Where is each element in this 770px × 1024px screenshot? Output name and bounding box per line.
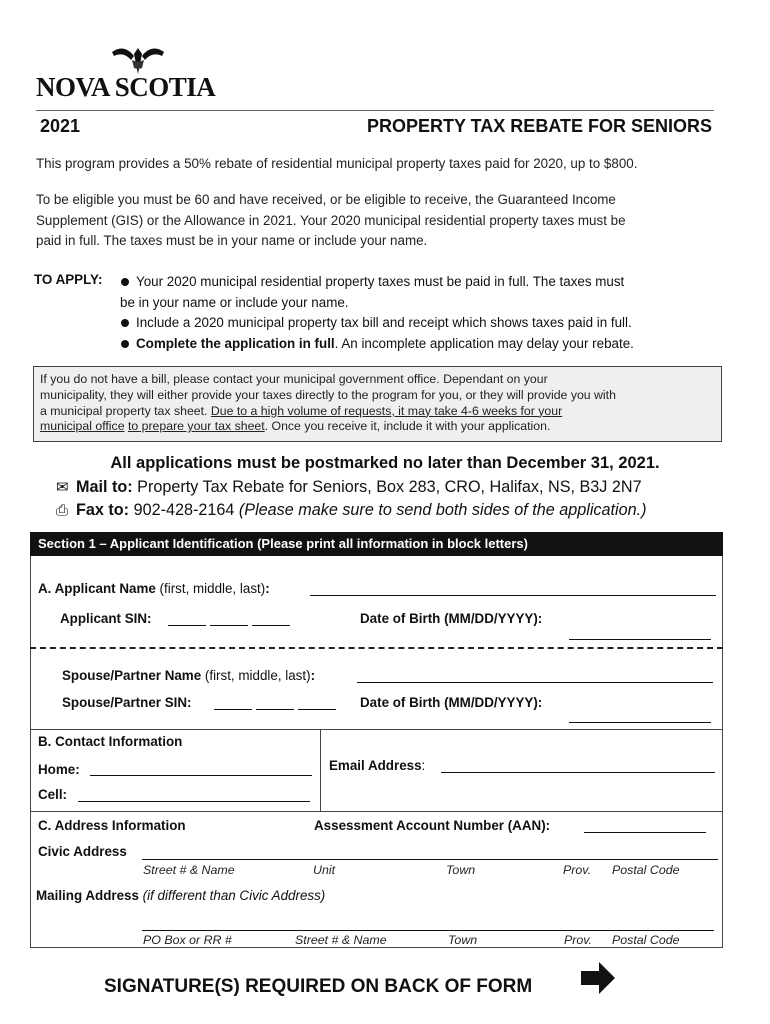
mail-to-line [56,478,642,497]
header-rule [36,110,714,111]
spouse-dob-field[interactable] [569,722,711,723]
intro-line: To be eligible you must be 60 and have received, or be eligible to receive, the Guaranteed Income [36,192,616,207]
contact-info-label: B. Contact Information [38,734,183,749]
to-apply-label: TO APPLY: [34,272,103,287]
tax-bill-note-box [33,366,722,442]
applicant-name-label [38,581,270,596]
mailing-caption-pobox: PO Box or RR # [143,933,232,947]
spouse-name-hint: (first, middle, last) [204,668,311,683]
intro-paragraph-1: This program provides a 50% rebate of residential municipal property taxes paid for 2020, up to $800. [36,156,638,171]
form-title: PROPERTY TAX REBATE FOR SENIORS [366,116,712,136]
note-line: If you do not have a bill, please contact your municipal government office. Dependant on your [40,372,548,386]
colon: : [421,758,426,773]
envelope-icon: ✉ [56,479,69,496]
home-phone-field[interactable] [90,775,312,776]
applicant-sin-label: Applicant SIN: [60,611,152,626]
mailing-address-hint: (if different than Civic Address) [142,888,326,903]
note-line: municipality, they will either provide your taxes directly to the program for you, or they will provide you with [40,387,616,402]
mail-label: Mail to: [76,478,133,496]
spouse-dob-label: Date of Birth (MM/DD/YYYY): [360,695,543,710]
mailing-caption-town: Town [448,933,478,947]
contact-column-divider [320,729,321,811]
intro-line: Supplement (GIS) or the Allowance in 2021. Your 2020 municipal residential property taxes must be [36,212,626,228]
cell-phone-label: Cell: [38,787,68,802]
signature-required-note: SIGNATURE(S) REQUIRED ON BACK OF FORM [104,976,533,997]
fax-number: 902-428-2164 [133,501,235,519]
spouse-sin-field-3[interactable] [298,709,336,710]
email-label [329,758,425,773]
civic-address-label: Civic Address [38,844,127,859]
note-underlined: municipal office [40,419,125,434]
note-underlined: Due to a high volume of requests, it may take 4-6 weeks for your [210,403,563,418]
civic-caption-town: Town [446,863,476,877]
nova-scotia-logo [36,44,232,102]
email-field[interactable] [441,772,715,773]
aan-field[interactable] [584,832,706,833]
spouse-name-label-text: Spouse/Partner Name [62,668,202,683]
applicant-dob-field[interactable] [569,639,711,640]
applicant-name-field[interactable] [310,595,716,596]
civic-caption-prov: Prov. [563,863,591,877]
section-1-header: Section 1 – Applicant Identification (Please print all information in block letters) [30,532,723,556]
fax-note: (Please make sure to send both sides of the application.) [238,501,647,519]
spouse-sin-label: Spouse/Partner SIN: [62,695,192,710]
apply-item-2 [120,313,720,334]
address-info-label: C. Address Information [38,818,186,833]
applicant-name-hint: (first, middle, last) [159,581,266,596]
aan-label: Assessment Account Number (AAN): [314,818,551,833]
form-year: 2021 [40,116,81,136]
apply-item-text: . An incomplete application may delay your rebate. [334,335,634,351]
applicant-sin-field-1[interactable] [168,625,206,626]
fax-to-line [56,501,647,520]
intro-paragraph-2 [36,190,626,252]
home-phone-label: Home: [38,762,80,777]
applicant-sin-field-2[interactable] [210,625,248,626]
spouse-sin-field-1[interactable] [214,709,252,710]
address-divider-top [30,811,723,812]
mail-address: Property Tax Rebate for Seniors, Box 283, CRO, Halifax, NS, B3J 2N7 [137,478,642,496]
note-line [40,404,715,420]
apply-item-1 [120,272,720,293]
fax-icon: ⎙ [56,502,69,519]
civic-address-field[interactable] [142,859,718,860]
applicant-dob-label: Date of Birth (MM/DD/YYYY): [360,611,543,626]
email-label-text: Email Address [329,758,422,773]
contact-divider-top [30,729,723,730]
cell-phone-field[interactable] [78,801,310,802]
note-text: . Once you receive it, include it with your application. [264,419,551,434]
note-text: a municipal property tax sheet. [40,403,211,418]
apply-item-text: Include a 2020 municipal property tax bill and receipt which shows taxes paid in full. [136,315,632,330]
arrow-right-icon [579,960,617,996]
mailing-address-field[interactable] [142,930,714,931]
mailing-address-label-text: Mailing Address [36,888,139,903]
fax-label: Fax to: [76,501,130,519]
mailing-caption-street: Street # & Name [295,933,387,947]
postmark-deadline: All applications must be postmarked no later than December 31, 2021. [110,454,660,472]
spouse-sin-field-2[interactable] [256,709,294,710]
civic-caption-unit: Unit [313,863,336,877]
applicant-sin-field-3[interactable] [252,625,290,626]
colon: : [310,668,316,683]
logo-wordmark: NOVA SCOTIA [36,72,216,102]
mailing-caption-prov: Prov. [564,933,592,947]
applicant-name-label-text: A. Applicant Name [38,581,156,596]
to-apply-list [120,272,720,354]
civic-caption-postal: Postal Code [612,863,680,877]
mailing-address-label [36,888,325,903]
apply-item-bold: Complete the application in full [136,335,335,351]
spouse-divider [30,647,723,649]
spouse-name-label [62,668,315,683]
apply-item-text: Your 2020 municipal residential property taxes must be paid in full. The taxes must [136,274,625,289]
note-line [40,419,715,435]
apply-item-3 [120,334,720,355]
colon: : [265,581,270,596]
note-underlined: to prepare your tax sheet [127,419,265,434]
intro-line: paid in full. The taxes must be in your name or include your name. [36,233,428,248]
apply-item-1-continued: be in your name or include your name. [120,294,349,310]
spouse-name-field[interactable] [357,682,713,683]
civic-caption-street: Street # & Name [143,863,235,877]
mailing-caption-postal: Postal Code [612,933,680,947]
